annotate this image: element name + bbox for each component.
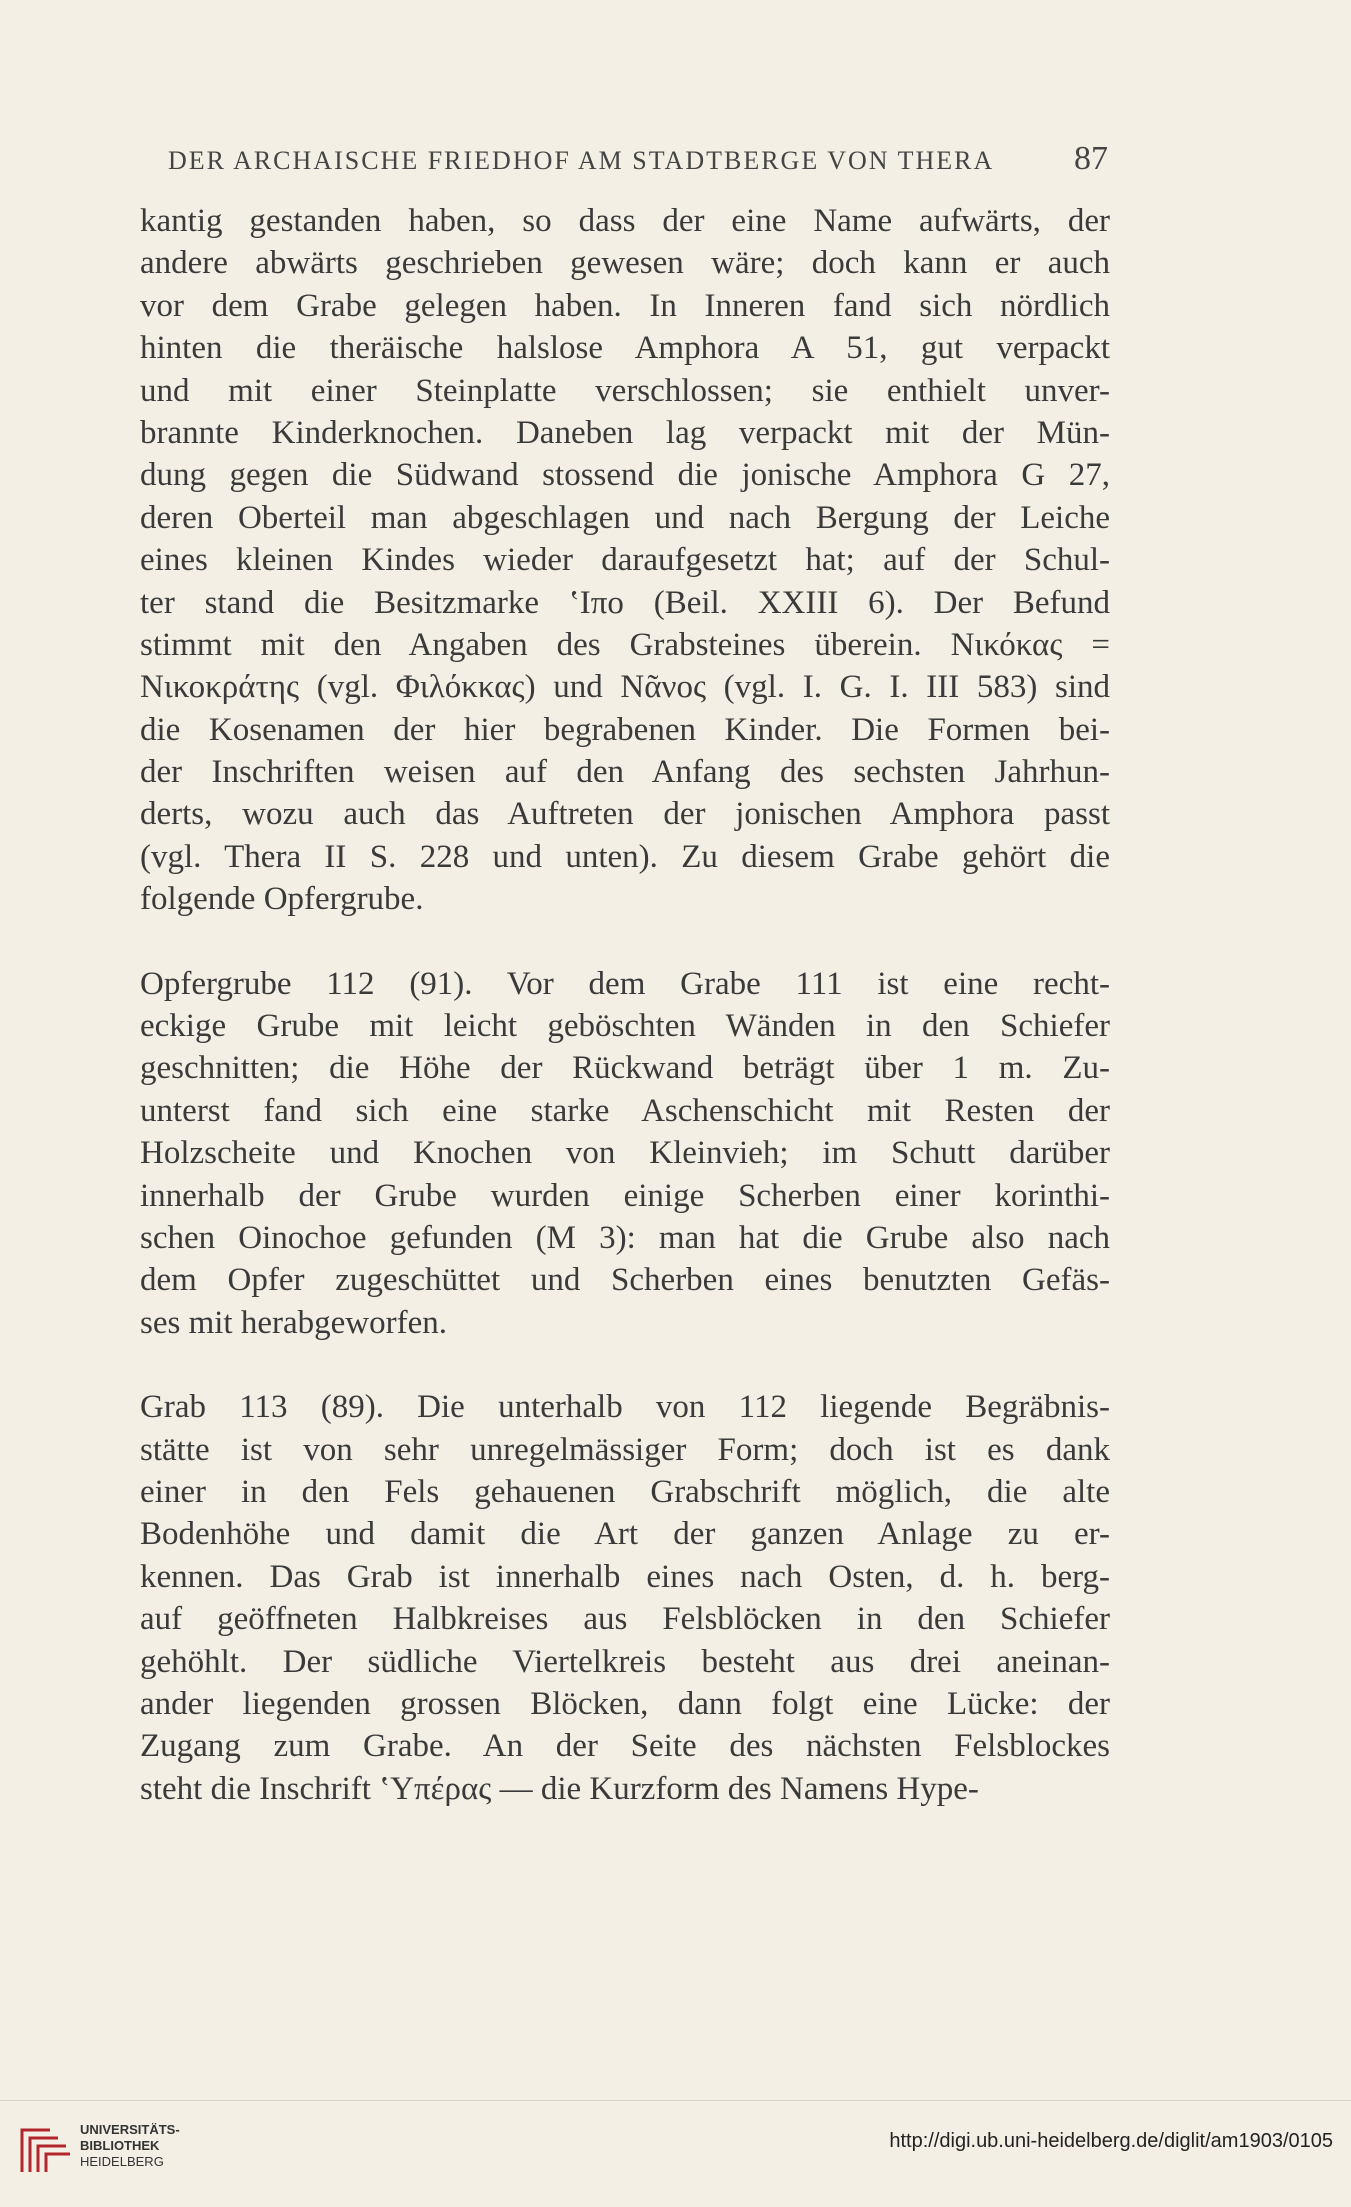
permalink-url[interactable]: http://digi.ub.uni-heidelberg.de/diglit/am1903/0105 [889,2130,1333,2152]
text-line: dem Opfer zugeschüttet und Scherben eines benutzten Gefäs- [140,1262,1110,1299]
text-line: andere abwärts geschrieben gewesen wäre; doch kann er auch [140,245,1110,282]
body-text [140,200,1110,1810]
text-line: kantig gestanden haben, so dass der eine Name aufwärts, der [140,203,1110,239]
paragraph-1 [140,200,1110,921]
text-line: stimmt mit den Angaben des Grabsteines überein. Νικόκας = [140,626,1110,663]
text-line: der Inschriften weisen auf den Anfang des sechsten Jahrhun- [140,754,1110,791]
text-line: vor dem Grabe gelegen haben. In Inneren fand sich nördlich [140,287,1110,324]
text-line: Holzscheite und Knochen von Kleinvieh; im Schutt darüber [140,1135,1110,1172]
text-line: Bodenhöhe und damit die Art der ganzen Anlage zu er- [140,1516,1110,1553]
text-line: ter stand die Besitzmarke ʽΙπο (Beil. XXIII 6). Der Befund [140,584,1110,621]
paragraph-2 [140,963,1110,1345]
text-line: und mit einer Steinplatte verschlossen; sie enthielt unver- [140,372,1110,409]
text-line: einer in den Fels gehauenen Grabschrift möglich, die alte [140,1473,1110,1510]
text-line: eines kleinen Kindes wieder daraufgesetzt hat; auf der Schul- [140,542,1110,579]
text-line: Grab 113 (89). Die unterhalb von 112 liegende Begräbnis- [140,1389,1110,1426]
text-line: deren Oberteil man abgeschlagen und nach Bergung der Leiche [140,499,1110,536]
library-name-line: UNIVERSITÄTS- [80,2122,180,2137]
running-head [168,140,1108,178]
library-name [80,2122,180,2170]
text-line: Zugang zum Grabe. An der Seite des nächsten Felsblockes [140,1728,1110,1765]
text-line: Νικοκράτης (vgl. Φιλόκκας) und Νᾶνος (vgl. I. G. I. III 583) sind [140,669,1110,706]
text-line: dung gegen die Südwand stossend die jonische Amphora G 27, [140,457,1110,494]
text-line: ander liegenden grossen Blöcken, dann folgt eine Lücke: der [140,1685,1110,1722]
text-line: folgende Opfergrube. [140,881,424,918]
text-line: auf geöffneten Halbkreises aus Felsblöcken in den Schiefer [140,1601,1110,1638]
ub-heidelberg-logo-icon [16,2118,76,2178]
text-line: eckige Grube mit leicht geböschten Wänden in den Schiefer [140,1008,1110,1045]
footer-divider [0,2100,1351,2101]
text-line: derts, wozu auch das Auftreten der jonischen Amphora passt [140,796,1110,833]
page-number: 87 [1074,140,1108,177]
text-line: schen Oinochoe gefunden (M 3): man hat die Grube also nach [140,1219,1110,1256]
text-line: gehöhlt. Der südliche Viertelkreis besteht aus drei aneinan- [140,1643,1110,1680]
text-line: steht die Inschrift ʽΥπέρας — die Kurzform des Namens Hype- [140,1770,979,1807]
text-line: Opfergrube 112 (91). Vor dem Grabe 111 ist eine recht- [140,965,1110,1002]
library-name-line: HEIDELBERG [80,2154,164,2169]
text-line: hinten die theräische halslose Amphora A 51, gut verpackt [140,330,1110,367]
text-line: brannte Kinderknochen. Daneben lag verpackt mit der Mün- [140,414,1110,451]
text-line: die Kosenamen der hier begrabenen Kinder. Die Formen bei- [140,711,1110,748]
text-line: (vgl. Thera II S. 228 und unten). Zu diesem Grabe gehört die [140,838,1110,875]
text-line: geschnitten; die Höhe der Rückwand beträgt über 1 m. Zu- [140,1050,1110,1087]
text-line: kennen. Das Grab ist innerhalb eines nach Osten, d. h. berg- [140,1558,1110,1595]
text-line: stätte ist von sehr unregelmässiger Form; doch ist es dank [140,1431,1110,1468]
library-name-line: BIBLIOTHEK [80,2138,160,2153]
text-line: ses mit herabgeworfen. [140,1304,447,1341]
paragraph-3 [140,1386,1110,1810]
text-line: innerhalb der Grube wurden einige Scherben einer korinthi- [140,1177,1110,1214]
text-line: unterst fand sich eine starke Aschenschicht mit Resten der [140,1092,1110,1129]
running-title: DER ARCHAISCHE FRIEDHOF AM STADTBERGE VON THERA [168,146,995,175]
footer [0,2100,1351,2207]
